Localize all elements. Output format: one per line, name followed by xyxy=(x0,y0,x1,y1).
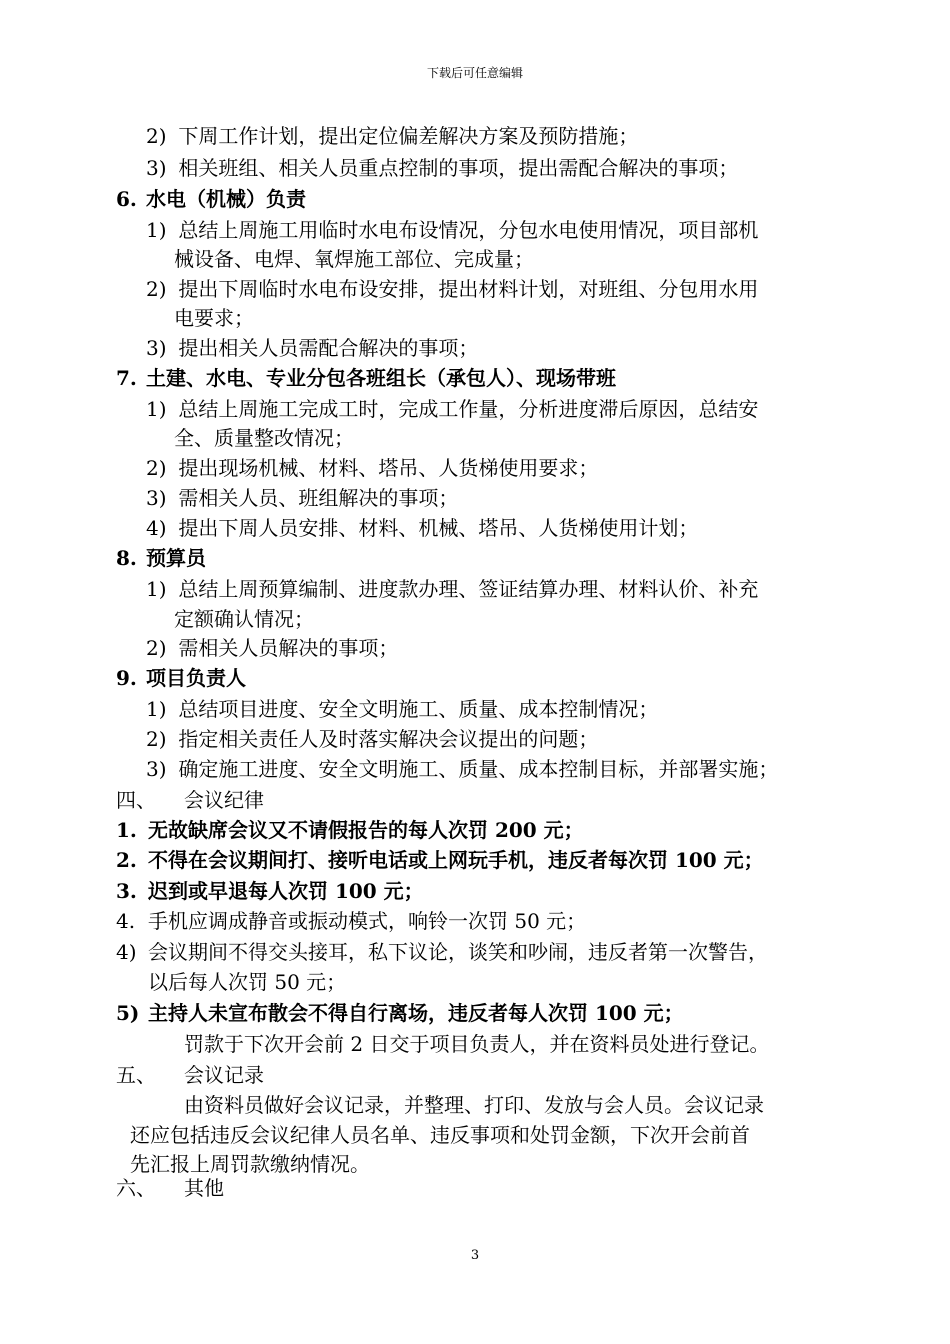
item-number: 2) xyxy=(146,124,167,148)
list-item xyxy=(146,633,398,663)
rule-number: 4) xyxy=(116,940,137,964)
item-number: 1) xyxy=(146,697,167,721)
rule-item xyxy=(116,815,584,845)
chapter-heading xyxy=(116,1060,264,1090)
item-number: 3) xyxy=(146,757,167,781)
list-item-continuation: 电要求； xyxy=(174,306,254,330)
list-item xyxy=(146,274,758,304)
chapter-number: 四、 xyxy=(116,788,156,812)
item-text: 下周工作计划，提出定位偏差解决方案及预防措施； xyxy=(178,124,639,148)
list-item xyxy=(146,694,658,724)
section-heading xyxy=(116,184,306,214)
rule-item xyxy=(116,998,684,1028)
list-item xyxy=(146,754,778,784)
rule-text: 会议期间不得交头接耳，私下议论，谈笑和吵闹，违反者第一次警告， xyxy=(148,940,768,964)
paragraph: 罚款于下次开会前 2 日交于项目负责人，并在资料员处进行登记。 xyxy=(184,1032,770,1056)
item-number: 3) xyxy=(146,336,167,360)
section-title: 土建、水电、专业分包各班组长（承包人）、现场带班 xyxy=(146,366,616,390)
rule-item xyxy=(116,937,768,967)
rule-number: 3. xyxy=(116,879,137,903)
item-text: 总结项目进度、安全文明施工、质量、成本控制情况； xyxy=(178,697,659,721)
chapter-title: 会议纪律 xyxy=(184,788,264,812)
rule-continuation: 以后每人次罚 50 元； xyxy=(148,970,347,994)
rule-number: 4. xyxy=(116,909,136,933)
paragraph: 还应包括违反会议纪律人员名单、违反事项和处罚金额，下次开会前首 xyxy=(130,1123,750,1147)
list-item xyxy=(146,513,698,543)
chapter-heading xyxy=(116,1173,224,1203)
list-item xyxy=(146,333,478,363)
rule-number: 5) xyxy=(116,1001,140,1025)
page-number: 3 xyxy=(470,1248,480,1263)
rule-item xyxy=(116,845,764,875)
paragraph: 由资料员做好会议记录，并整理、打印、发放与会人员。会议记录 xyxy=(184,1093,764,1117)
item-text: 提出现场机械、材料、塔吊、人货梯使用要求； xyxy=(178,456,599,480)
rule-text: 主持人未宣布散会不得自行离场，违反者每人次罚 100 元； xyxy=(148,1001,684,1025)
rule-text: 迟到或早退每人次罚 100 元； xyxy=(148,879,424,903)
item-text: 需相关人员、班组解决的事项； xyxy=(178,486,459,510)
section-heading xyxy=(116,663,246,693)
item-text: 指定相关责任人及时落实解决会议提出的问题； xyxy=(178,727,599,751)
item-text: 总结上周施工用临时水电布设情况，分包水电使用情况，项目部机 xyxy=(178,218,759,242)
section-number: 7. xyxy=(116,366,137,390)
rule-item xyxy=(116,906,586,936)
rule-number: 2. xyxy=(116,848,137,872)
page-header: 下载后可任意编辑 xyxy=(426,66,523,80)
list-item xyxy=(146,724,598,754)
list-item-continuation: 全、质量整改情况； xyxy=(174,426,354,450)
section-heading xyxy=(116,543,206,573)
item-number: 2) xyxy=(146,727,167,751)
section-heading xyxy=(116,363,616,393)
list-item xyxy=(146,394,758,424)
section-title: 项目负责人 xyxy=(146,666,246,690)
chapter-number: 五、 xyxy=(116,1063,156,1087)
item-text: 总结上周预算编制、进度款办理、签证结算办理、材料认价、补充 xyxy=(178,577,759,601)
list-item xyxy=(146,121,638,151)
rule-text: 无故缺席会议又不请假报告的每人次罚 200 元； xyxy=(148,818,584,842)
rule-text: 不得在会议期间打、接听电话或上网玩手机，违反者每次罚 100 元； xyxy=(148,848,764,872)
chapter-heading xyxy=(116,785,264,815)
item-number: 1) xyxy=(146,218,167,242)
item-text: 提出相关人员需配合解决的事项； xyxy=(178,336,479,360)
item-number: 2) xyxy=(146,277,167,301)
list-item xyxy=(146,153,738,183)
item-text: 总结上周施工完成工时，完成工作量，分析进度滞后原因，总结安 xyxy=(178,397,759,421)
chapter-number: 六、 xyxy=(116,1176,156,1200)
item-text: 提出下周临时水电布设安排，提出材料计划，对班组、分包用水用 xyxy=(178,277,759,301)
chapter-title: 其他 xyxy=(184,1176,224,1200)
item-text: 相关班组、相关人员重点控制的事项，提出需配合解决的事项； xyxy=(178,156,739,180)
list-item-continuation: 械设备、电焊、氧焊施工部位、完成量； xyxy=(174,247,534,271)
item-number: 2) xyxy=(146,636,167,660)
rule-number: 1. xyxy=(116,818,137,842)
list-item-continuation: 定额确认情况； xyxy=(174,607,314,631)
item-text: 提出下周人员安排、材料、机械、塔吊、人货梯使用计划； xyxy=(178,516,699,540)
item-text: 需相关人员解决的事项； xyxy=(178,636,399,660)
rule-item xyxy=(116,876,424,906)
list-item xyxy=(146,215,758,245)
rule-text: 手机应调成静音或振动模式，响铃一次罚 50 元； xyxy=(148,909,587,933)
paragraph: 先汇报上周罚款缴纳情况。 xyxy=(130,1152,370,1176)
item-text: 确定施工进度、安全文明施工、质量、成本控制目标，并部署实施； xyxy=(178,757,779,781)
item-number: 3) xyxy=(146,156,167,180)
list-item xyxy=(146,574,758,604)
section-title: 预算员 xyxy=(146,546,206,570)
section-number: 6. xyxy=(116,187,137,211)
item-number: 1) xyxy=(146,397,167,421)
item-number: 4) xyxy=(146,516,167,540)
item-number: 3) xyxy=(146,486,167,510)
list-item xyxy=(146,453,598,483)
list-item xyxy=(146,483,458,513)
section-number: 8. xyxy=(116,546,137,570)
item-number: 2) xyxy=(146,456,167,480)
item-number: 1) xyxy=(146,577,167,601)
section-title: 水电（机械）负责 xyxy=(146,187,306,211)
chapter-title: 会议记录 xyxy=(184,1063,264,1087)
section-number: 9. xyxy=(116,666,137,690)
